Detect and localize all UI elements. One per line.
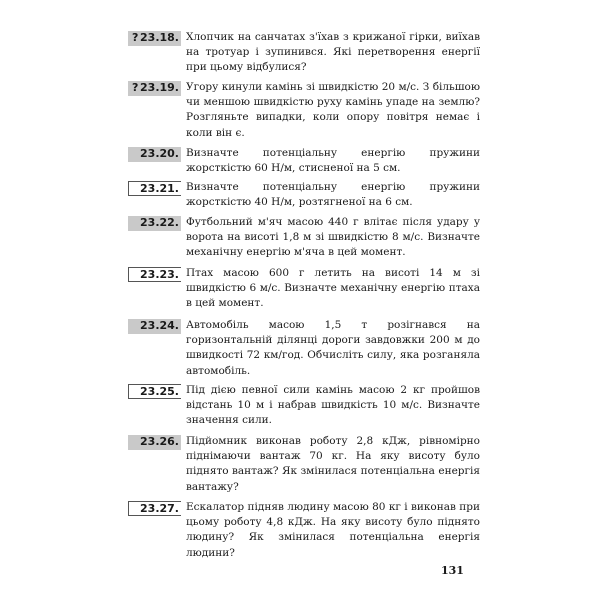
problem-number-label [128,267,181,282]
problem-23-22 [128,215,480,261]
problem-23-25 [128,383,480,429]
problem-number-label [128,501,181,516]
problem-text: Визначте потенціальну енергію пружини жорсткістю 40 Н/м, розтягненої на 6 см. [186,181,480,209]
problem-23-21 [128,180,480,210]
problem-number: 23.27. [140,502,179,515]
problem-text: Хлопчик на санчатах з'їхав з крижаної гірки, виїхав на тротуар і зупинився. Які перетворення енергії при цьому відбулися? [186,31,480,74]
question-marker: ? [132,81,139,94]
problem-number: 23.21. [140,182,179,195]
problem-number-label [128,216,181,231]
problem-23-20 [128,146,480,176]
problem-number-label [128,181,181,196]
problem-23-18 [128,30,480,76]
problem-text: Птах масою 600 г летить на висоті 14 м зі швидкістю 6 м/с. Визначте механічну енергію птаха в цей момент. [186,267,480,310]
problem-number-label [128,384,181,399]
problem-number: 23.26. [140,435,179,448]
problem-text: Футбольний м'яч масою 440 г влітає після удару у ворота на висоті 1,8 м зі швидкістю 8 м/с. Визначте механічну енергію м'яча в цей момент. [186,216,480,259]
problem-number-label [128,31,181,46]
problem-23-19 [128,80,480,141]
problem-23-23 [128,266,480,312]
problem-text: Автомобіль масою 1,5 т розігнався на горизонтальній ділянці дороги завдовжки 200 м до швидкості 72 км/год. Обчисліть силу, яка розганяла автомобіль. [186,319,480,377]
problem-number: 23.18. [140,31,179,44]
problem-text: Угору кинули камінь зі швидкістю 20 м/с. З більшою чи меншою швидкістю руху камінь упаде на землю? Розгляньте випадки, коли опору повітря немає і коли він є. [186,81,480,139]
page-number: 131 [441,564,464,577]
problem-number: 23.25. [140,385,179,398]
problem-number-label [128,81,181,96]
problem-23-24 [128,318,480,379]
problem-text: Визначте потенціальну енергію пружини жорсткістю 60 Н/м, стисненої на 5 см. [186,147,480,175]
problem-number: 23.23. [140,268,179,281]
problem-23-26 [128,434,480,495]
problem-text: Під дією певної сили камінь масою 2 кг пройшов відстань 10 м і набрав швидкість 10 м/с. Визначте значення сили. [186,384,480,427]
problem-text: Підйомник виконав роботу 2,8 кДж, рівномірно піднімаючи вантаж 70 кг. На яку висоту було піднято вантаж? Як змінилася потенціальна енергія вантажу? [186,435,480,493]
problem-number-label [128,147,181,162]
problem-number-label [128,435,181,450]
problem-number: 23.22. [140,216,179,229]
problem-text: Ескалатор підняв людину масою 80 кг і виконав при цьому роботу 4,8 кДж. На яку висоту було піднято людину? Як змінилася потенціальна енергія людини? [186,501,480,559]
problem-number: 23.20. [140,147,179,160]
question-marker: ? [132,31,139,44]
problem-number-label [128,319,181,334]
problem-number: 23.24. [140,319,179,332]
problem-23-27 [128,500,480,561]
problem-number: 23.19. [140,81,179,94]
